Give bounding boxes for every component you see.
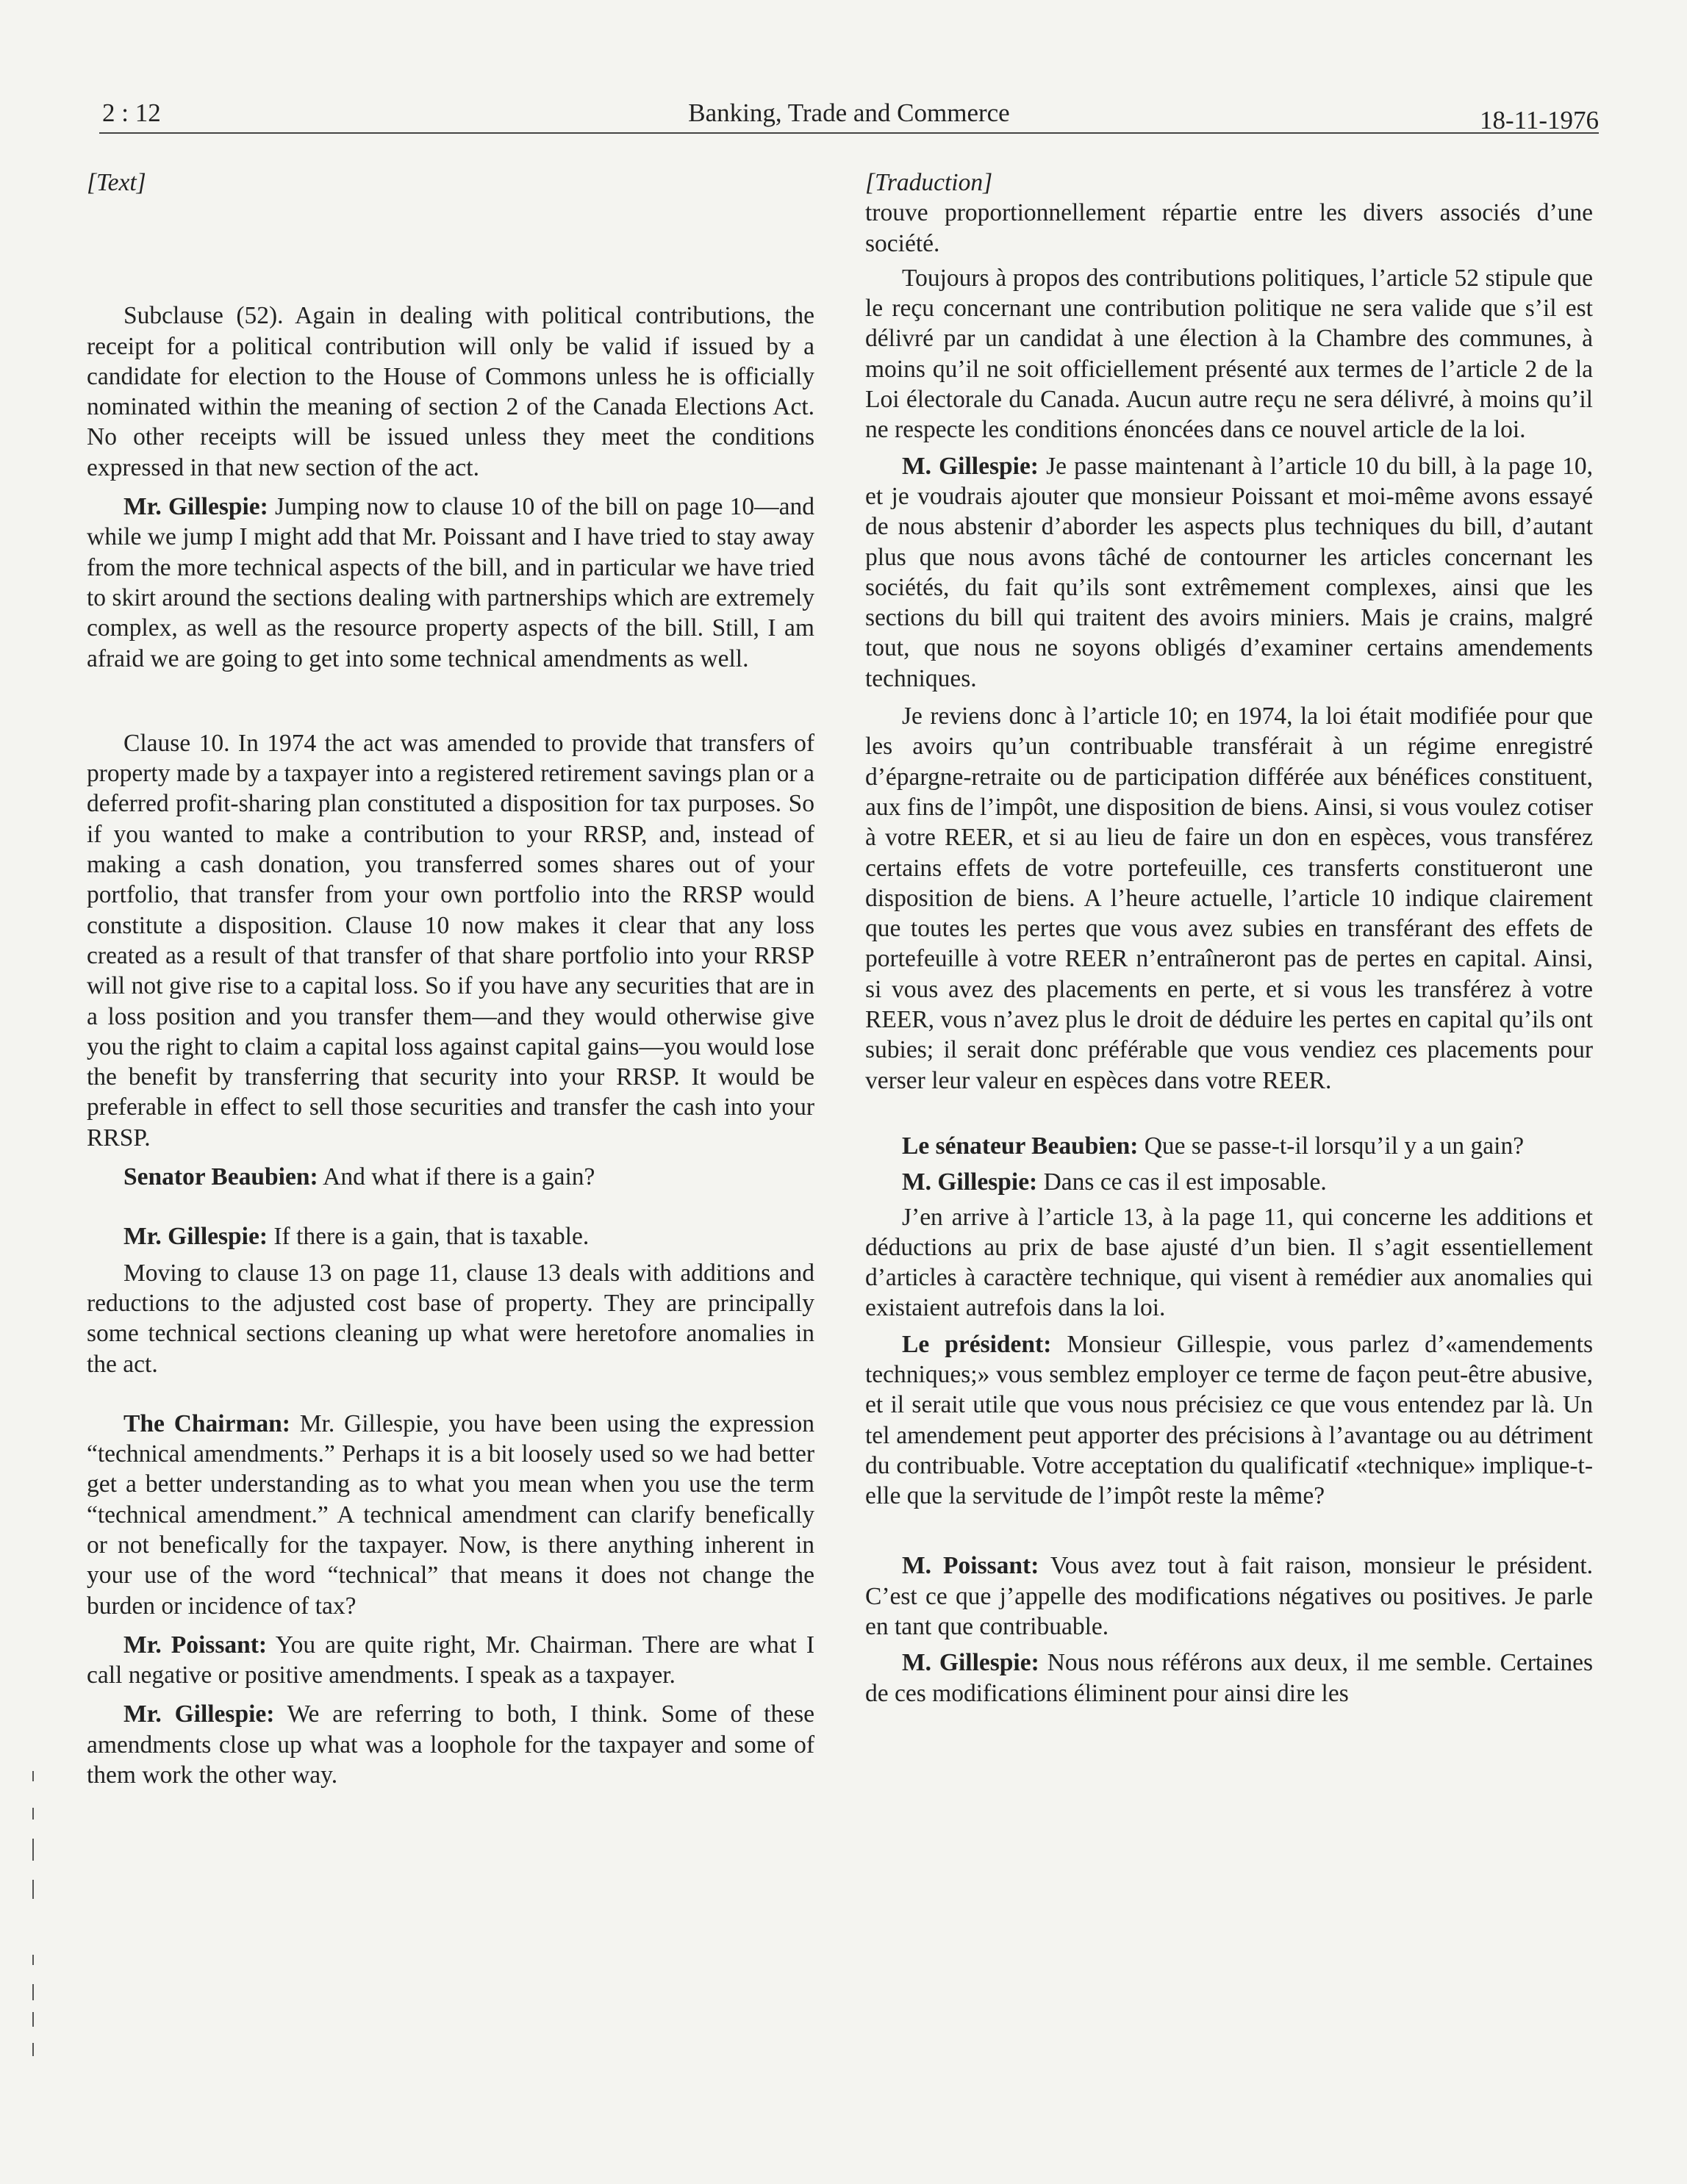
column-label-traduction: [Traduction]: [865, 169, 993, 196]
paragraph-clause-10: Clause 10. In 1974 the act was amended to provide that transfers of property made by a taxpayer into a registered retirement savings plan or a deferred profit-sharing plan constituted a disposition for tax purposes. So if you wanted to make a contribution to your RRSP, and, instead of making a cash donation, you transferred somes shares out of your portfolio, that transfer from your own portfolio into the RRSP would constitute a disposition. Clause 10 now makes it clear that any loss created as a result of that transfer of that share portfolio into your RRSP will not give rise to a capital loss. So if you have any securities that are in a loss position and you transfer them—and they would otherwise give you the right to claim a capital loss against capital gains—you would lose the benefit by transferring that security into your RRSP. It would be preferable in effect to sell those securities and transfer the cash into your RRSP.: [87, 729, 814, 1152]
column-label-text: [Text]: [87, 169, 146, 196]
speaker-name: M. Gillespie:: [902, 452, 1039, 480]
speaker-name: Le président:: [902, 1330, 1052, 1358]
speech-text: You are quite right, Mr. Chairman. There are what I call negative or positive amendments. I speak as a taxpayer.: [87, 1631, 814, 1689]
running-title: Banking, Trade and Commerce: [688, 98, 1010, 127]
paragraph-article-10: Je reviens donc à l’article 10; en 1974, la loi était modifiée pour que les avoirs qu’un contribuable transférait à un régime enregistré d’épargne-retraite ou de participation différée aux bénéfices constituent, aux fins de l’impôt, une disposition de biens. Ainsi, si vous voulez cotiser à votre REER, et si au lieu de faire un don en espèces, vous transférez certains effets de votre portefeuille, ces transferts constitueront une disposition de biens. A l’heure actuelle, l’article 10 indique clairement que toutes les pertes que vous avez subies en transférant des effets de portefeuille à votre REER n’entraîneront pas de pertes en capital. Ainsi, si vous avez des placements en perte, et si vous les transférez à votre REER, vous n’avez plus le droit de déduire les pertes en capital qu’ils ont subies; il serait donc préférable que vous vendiez ces placements pour verser leur valeur en espèces dans votre REER.: [865, 703, 1593, 1094]
paragraph-gillespie-clause-10-intro: [87, 492, 814, 674]
french-column: [865, 168, 1593, 1709]
paragraph-poissant-reply-fr: [865, 1551, 1593, 1642]
page-number: 2 : 12: [102, 98, 161, 127]
speaker-name: M. Gillespie:: [902, 1649, 1039, 1677]
page-header: [99, 94, 1599, 134]
speech-text: Nous nous référons aux deux, il me semble. Certaines de ces modifications éliminent pour ainsi dire les: [865, 1649, 1593, 1707]
speaker-name: Mr. Gillespie:: [123, 1223, 268, 1251]
speech-text: If there is a gain, that is taxable.: [268, 1223, 590, 1251]
paragraph-gillespie-taxable: [87, 1221, 814, 1251]
speech-text: Monsieur Gillespie, vous parlez d’«amendements techniques;» vous semblez employer ce terme de façon peut-être abusive, et il serait utile que vous nous précisiez ce que vous entendez par là. Un tel amendement peut apporter des précisions à l’avantage ou au détriment du contribuable. Votre acceptation du qualificatif «technique» implique-t-elle que la servitude de l’impôt reste la même?: [865, 1330, 1593, 1510]
paragraph-beaubien-question: [87, 1162, 814, 1192]
speech-text: Dans ce cas il est imposable.: [1037, 1168, 1327, 1196]
paragraph-president-technique: [865, 1329, 1593, 1512]
paragraph-subclause-52: Subclause (52). Again in dealing with political contributions, the receipt for a political contribution will only be valid if issued by a candidate for election to the House of Commons unless he is officially nominated within the meaning of section 2 of the Canada Elections Act. No other receipts will be issued unless they meet the conditions expressed in that new section of the act.: [87, 302, 814, 481]
paragraph-poissant-reply: [87, 1630, 814, 1691]
label-text: Text: [96, 169, 137, 196]
label-text: Traduction: [875, 169, 984, 196]
paragraph-clause-13: Moving to clause 13 on page 11, clause 13 deals with additions and reductions to the adjusted cost base of property. They are principally some technical sections cleaning up what were heretofore anomalies in the act.: [87, 1259, 814, 1378]
paragraph-gillespie-both: [87, 1699, 814, 1790]
speech-text: And what if there is a gain?: [318, 1163, 595, 1191]
speech-text: Que se passe-t-il lorsqu’il y a un gain?: [1138, 1132, 1525, 1160]
paragraph-gillespie-both-fr: [865, 1648, 1593, 1709]
speaker-name: Mr. Gillespie:: [123, 493, 268, 521]
paragraph-gillespie-article-10-intro: [865, 451, 1593, 694]
speech-text: Je passe maintenant à l’article 10 du bill, à la page 10, et je voudrais ajouter que monsieur Poissant et moi-même avons essayé de nous abstenir d’aborder les aspects plus techniques du bill, d’autant plus que nous avons tâché de contourner les articles concernant les sociétés, du fait qu’ils sont extrêmement complexes, ainsi que les sections du bill qui traitent des avoirs miniers. Mais je crains, malgré tout, que nous ne soyons obligés d’examiner certains amendements techniques.: [865, 452, 1593, 692]
speaker-name: Senator Beaubien:: [123, 1163, 318, 1191]
speaker-name: Mr. Poissant:: [123, 1631, 268, 1659]
paragraph-gillespie-imposable: [865, 1167, 1593, 1197]
speech-text: Vous avez tout à fait raison, monsieur le président. C’est ce que j’appelle des modifications négatives ou positives. Je parle en tant que contribuable.: [865, 1552, 1594, 1641]
speaker-name: M. Gillespie:: [902, 1168, 1038, 1196]
paragraph-chairman-technical: [87, 1409, 814, 1621]
paragraph-article-13: J’en arrive à l’article 13, à la page 11, qui concerne les additions et déductions au prix de base ajusté d’un bien. Il s’agit essentiellement d’articles à caractère technique, qui visent à remédier aux anomalies qui existaient autrefois dans la loi.: [865, 1203, 1593, 1322]
speaker-name: The Chairman:: [123, 1409, 290, 1437]
issue-date: 18-11-1976: [1479, 106, 1599, 134]
speech-text: Jumping now to clause 10 of the bill on page 10—and while we jump I might add that Mr. Poissant and I have tried to stay away from the more technical aspects of the bill, and in particular we have tried to skirt around the sections dealing with partnerships which are extremely complex, as well as the resource property aspects of the bill. Still, I am afraid we are going to get into some technical amendments as well.: [87, 493, 814, 672]
paragraph-article-52: Toujours à propos des contributions politiques, l’article 52 stipule que le reçu concernant une contribution politique ne sera valide que s’il est délivré par un candidat à une élection à la Chambre des communes, à moins qu’il ne soit officiellement présenté aux termes de l’article 2 de la Loi électorale du Canada. Aucun autre reçu ne sera délivré, à moins qu’il ne respecte les conditions énoncées dans ce nouvel article de la loi.: [865, 264, 1593, 444]
speaker-name: Mr. Gillespie:: [123, 1700, 275, 1728]
paragraph-continuation: trouve proportionnellement répartie entre les divers associés d’une société.: [865, 199, 1593, 257]
speaker-name: Le sénateur Beaubien:: [902, 1132, 1139, 1160]
speaker-name: M. Poissant:: [902, 1552, 1039, 1580]
paragraph-beaubien-question-fr: [865, 1131, 1593, 1161]
speech-text: Mr. Gillespie, you have been using the expression “technical amendments.” Perhaps it is a bit loosely used so we had better get a better understanding as to what you mean when you use the term “technical amendment.” A technical amendment can clarify benefically or not benefically for the taxpayer. Now, is there anything inherent in your use of the word “technical” that means it does not change the burden or incidence of tax?: [87, 1409, 814, 1620]
speech-text: We are referring to both, I think. Some of these amendments close up what was a loophole for the taxpayer and some of them work the other way.: [87, 1700, 814, 1789]
english-column: [87, 168, 814, 1790]
